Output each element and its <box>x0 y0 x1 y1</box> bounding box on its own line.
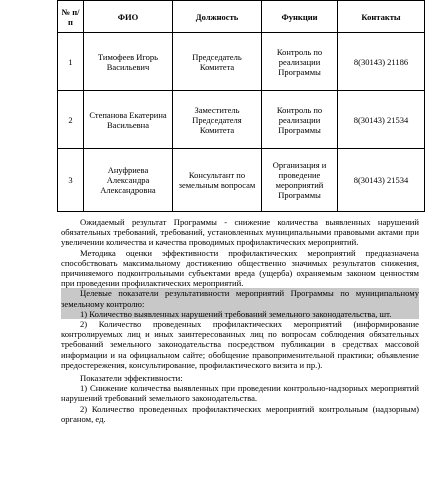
table-header-row <box>58 1 425 33</box>
paragraph-efficiency-heading: Показатели эффективности: <box>80 373 183 384</box>
body-text <box>61 217 419 424</box>
paragraph-indicator-1: 1) Количество выявленных нарушений требований земельного законодательства, шт. <box>61 309 419 319</box>
paragraph-expected-result: Ожидаемый результат Программы - снижение количества выявленных нарушений обязательных требований, требований, установленных муниципальными правовыми актами при увеличении количества и качества проводимых профилактических мероприятий. <box>61 217 419 248</box>
table-row <box>58 91 425 149</box>
table-row <box>58 149 425 212</box>
cell-position: Заместитель Председателя Комитета <box>173 91 262 149</box>
cell-position: Консультант по земельным вопросам <box>173 149 262 212</box>
table-row <box>58 33 425 91</box>
cell-name: Ануфриева Александра Александровна <box>84 149 173 212</box>
cell-contact: 8(30143) 21534 <box>338 149 425 212</box>
paragraph-indicator-2: 2) Количество проведенных профилактических мероприятий (информирование контролируемых лиц и иных заинтересованных лиц по вопросам соблюдения обязательных требований земельного законодательства посредством публикации в средствах массовой информации и на официальном сайте; обобщение правоприменительной практики; объявление предостережения, консультирование, профилактического визита и пр.). <box>61 319 419 370</box>
paragraph-methodology: Методика оценки эффективности профилактических мероприятий предназначена способствовать максимальному достижению общественно значимых результатов снижения, причиняемого подконтрольными субъектами вреда (ущерба) охраняемым законом ценностям при проведении профилактических мероприятий. <box>61 247 419 289</box>
paragraph-target-indicators: Целевые показатели результативности мероприятий Программы по муниципальному земельному контролю: <box>61 288 419 309</box>
cell-number: 2 <box>58 91 84 149</box>
paragraph-efficiency-2: 2) Количество проведенных профилактических мероприятий контрольным (надзорным) органом, ед. <box>61 403 419 424</box>
header-position: Должность <box>173 1 262 33</box>
cell-function: Контроль по реализации Программы <box>262 33 338 91</box>
cell-contact: 8(30143) 21534 <box>338 91 425 149</box>
cell-function: Контроль по реализации Программы <box>262 91 338 149</box>
responsible-persons-table <box>57 0 425 212</box>
cell-contact: 8(30143) 21186 <box>338 33 425 91</box>
cell-name: Тимофеев Игорь Васильевич <box>84 33 173 91</box>
cell-number: 3 <box>58 149 84 212</box>
cell-number: 1 <box>58 33 84 91</box>
header-name: ФИО <box>84 1 173 33</box>
header-number: № п/п <box>58 1 84 33</box>
header-function: Функции <box>262 1 338 33</box>
cell-function: Организация и проведение мероприятий Программы <box>262 149 338 212</box>
paragraph-efficiency-1: 1) Снижение количества выявленных при проведении контрольно-надзорных мероприятий нарушений требований земельного законодательства. <box>61 383 419 404</box>
cell-name: Степанова Екатерина Васильевна <box>84 91 173 149</box>
header-contacts: Контакты <box>338 1 425 33</box>
cell-position: Председатель Комитета <box>173 33 262 91</box>
